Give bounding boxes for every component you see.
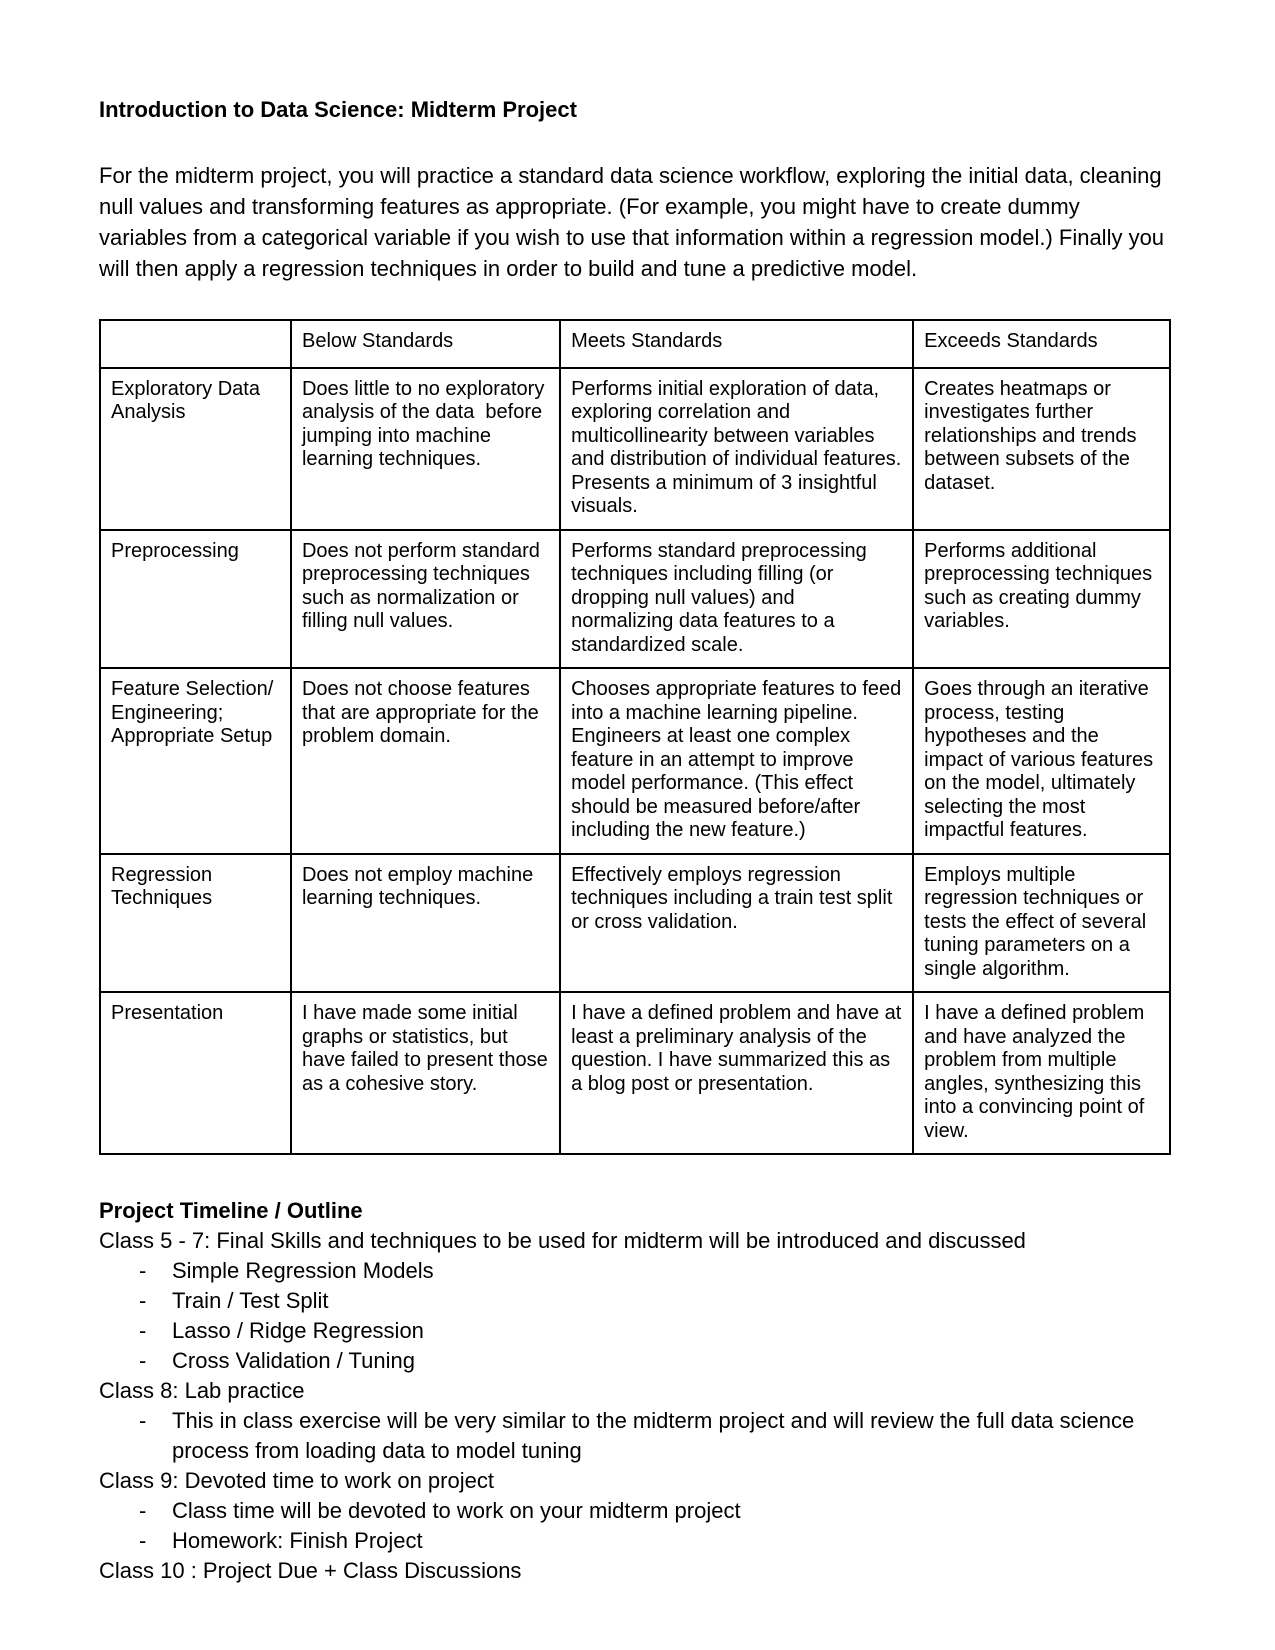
intro-paragraph: For the midterm project, you will practice a standard data science workflow, exploring the initial data, cleaning null values and transforming features as appropriate. (For example, you might have to create dummy variables from a categorical variable if you wish to use that information within a regression model.) Finally you will then apply a regression techniques in order to build and tune a predictive model. xyxy=(99,163,1165,281)
timeline-bullet-lasso-ridge xyxy=(99,1316,1171,1346)
rubric-cell-exceeds: Employs multiple regression techniques or tests the effect of several tuning parameters on a single algorithm. xyxy=(913,854,1170,993)
rubric-header-meets-standards: Meets Standards xyxy=(560,320,913,368)
rubric-cell-meets: Performs initial exploration of data, exploring correlation and multicollinearity between variables and distribution of individual features. Presents a minimum of 3 insightful visuals. xyxy=(560,368,913,530)
rubric-cell-exceeds: I have a defined problem and have analyzed the problem from multiple angles, synthesizing this into a convincing point of view. xyxy=(913,992,1170,1154)
rubric-cell-below: Does little to no exploratory analysis of the data before jumping into machine learning techniques. xyxy=(291,368,560,530)
rubric-cell-below: Does not perform standard preprocessing techniques such as normalization or filling null values. xyxy=(291,530,560,669)
rubric-criterion: Regression Techniques xyxy=(100,854,291,993)
bullet-dash: - xyxy=(139,1258,147,1283)
rubric-criterion: Preprocessing xyxy=(100,530,291,669)
bullet-dash: - xyxy=(139,1528,147,1553)
bullet-dash: - xyxy=(139,1288,147,1313)
rubric-cell-below: I have made some initial graphs or statistics, but have failed to present those as a cohesive story. xyxy=(291,992,560,1154)
rubric-cell-meets: Effectively employs regression techniques including a train test split or cross validation. xyxy=(560,854,913,993)
rubric-header-criterion xyxy=(100,320,291,368)
timeline-class-8 xyxy=(99,1376,1171,1406)
timeline-bullet-in-class-exercise xyxy=(99,1406,1171,1466)
rubric-row-exploratory-data-analysis xyxy=(100,368,1170,530)
rubric-cell-below: Does not employ machine learning techniques. xyxy=(291,854,560,993)
timeline-item-text: Class 9: Devoted time to work on project xyxy=(99,1468,494,1493)
rubric-cell-exceeds: Performs additional preprocessing techniques such as creating dummy variables. xyxy=(913,530,1170,669)
timeline-class-5-7 xyxy=(99,1226,1171,1256)
timeline-item-text: Class 5 - 7: Final Skills and techniques to be used for midterm will be introduced and discussed xyxy=(99,1228,1026,1253)
rubric-criterion: Presentation xyxy=(100,992,291,1154)
timeline-item-text: Homework: Finish Project xyxy=(172,1528,423,1553)
rubric-cell-exceeds: Goes through an iterative process, testing hypotheses and the impact of various features on the model, ultimately selecting the most impactful features. xyxy=(913,668,1170,854)
timeline-item-text: Simple Regression Models xyxy=(172,1258,434,1283)
timeline-class-9 xyxy=(99,1466,1171,1496)
rubric-row-preprocessing xyxy=(100,530,1170,669)
rubric-cell-meets: Chooses appropriate features to feed into a machine learning pipeline. Engineers at least one complex feature in an attempt to improve model performance. (This effect should be measured before/after including the new feature.) xyxy=(560,668,913,854)
timeline-bullet-cross-validation xyxy=(99,1346,1171,1376)
timeline-item-text: Cross Validation / Tuning xyxy=(172,1348,415,1373)
timeline-bullet-homework xyxy=(99,1526,1171,1556)
timeline-bullet-simple-regression xyxy=(99,1256,1171,1286)
timeline-item-text: Class 8: Lab practice xyxy=(99,1378,305,1403)
rubric-cell-meets: Performs standard preprocessing techniques including filling (or dropping null values) and normalizing data features to a standardized scale. xyxy=(560,530,913,669)
bullet-dash: - xyxy=(139,1498,147,1523)
rubric-row-regression-techniques xyxy=(100,854,1170,993)
timeline-item-text: Lasso / Ridge Regression xyxy=(172,1318,424,1343)
rubric-header-below-standards: Below Standards xyxy=(291,320,560,368)
bullet-dash: - xyxy=(139,1318,147,1343)
timeline-item-text: This in class exercise will be very similar to the midterm project and will review the full data science process from loading data to model tuning xyxy=(172,1408,1135,1463)
rubric-cell-meets: I have a defined problem and have at least a preliminary analysis of the question. I have summarized this as a blog post or presentation. xyxy=(560,992,913,1154)
rubric-row-feature-selection xyxy=(100,668,1170,854)
timeline-class-10 xyxy=(99,1556,1171,1586)
rubric-row-presentation xyxy=(100,992,1170,1154)
rubric-criterion: Feature Selection/ Engineering; Appropriate Setup xyxy=(100,668,291,854)
bullet-dash: - xyxy=(139,1348,147,1373)
timeline-bullet-class-time xyxy=(99,1496,1171,1526)
page-title: Introduction to Data Science: Midterm Project xyxy=(99,97,577,122)
timeline-bullet-train-test-split xyxy=(99,1286,1171,1316)
timeline-item-text: Class 10 : Project Due + Class Discussions xyxy=(99,1558,522,1583)
timeline-item-text: Train / Test Split xyxy=(172,1288,329,1313)
timeline-item-text: Class time will be devoted to work on your midterm project xyxy=(172,1498,741,1523)
timeline-heading: Project Timeline / Outline xyxy=(99,1198,363,1223)
rubric-cell-exceeds: Creates heatmaps or investigates further relationships and trends between subsets of the dataset. xyxy=(913,368,1170,530)
rubric-criterion: Exploratory Data Analysis xyxy=(100,368,291,530)
rubric-cell-below: Does not choose features that are appropriate for the problem domain. xyxy=(291,668,560,854)
rubric-header-exceeds-standards: Exceeds Standards xyxy=(913,320,1170,368)
rubric-header-row xyxy=(100,320,1170,368)
rubric-table xyxy=(99,319,1171,1155)
bullet-dash: - xyxy=(139,1408,147,1433)
